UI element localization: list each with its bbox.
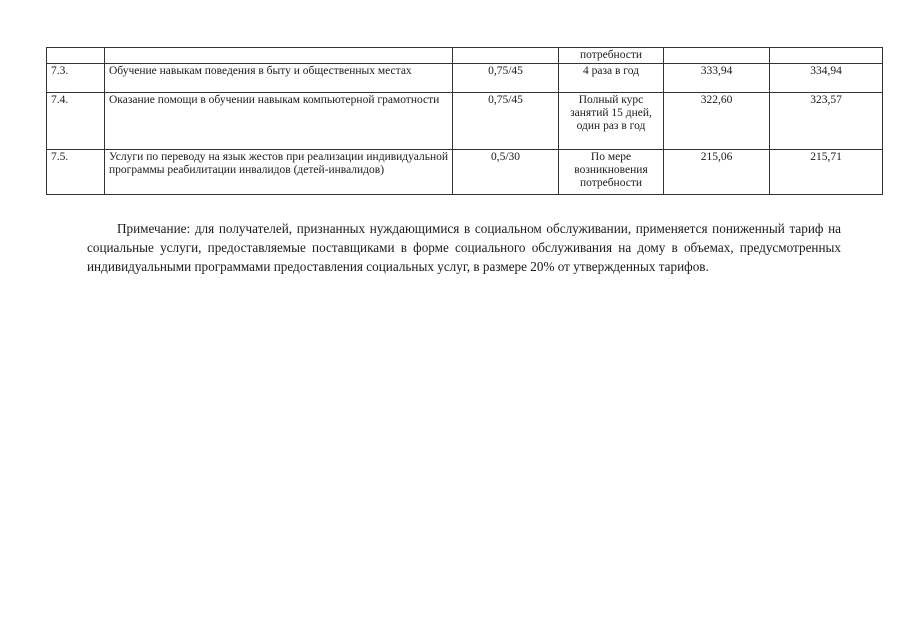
cell-tariff-2: 215,71 [770,150,883,195]
cell-tariff-1: 215,06 [664,150,770,195]
cell-name: Обучение навыкам поведения в быту и общественных местах [105,64,453,93]
cell-num: 7.3. [47,64,105,93]
cell-tariff-1: 333,94 [664,64,770,93]
cell-num: 7.4. [47,93,105,150]
cell-name: Услуги по переводу на язык жестов при реализации индивидуальной программы реабилитации инвалидов (детей-инвалидов) [105,150,453,195]
cell-name: Оказание помощи в обучении навыкам компьютерной грамотности [105,93,453,150]
note-paragraph: Примечание: для получателей, признанных нуждающимися в социальном обслуживании, применяется пониженный тариф на социальные услуги, предоставляемые поставщиками в форме социального обслуживания на дому в объемах, предусмотренных индивидуальными программами предоставления социальных услуг, в размере 20% от утвержденных тарифов. [87,221,841,274]
table-row-continuation [47,48,883,64]
cell-tariff-1 [664,48,770,64]
cell-tariff-1: 322,60 [664,93,770,150]
cell-tariff-2: 323,57 [770,93,883,150]
cell-frequency: Полный курс занятий 15 дней, один раз в год [559,93,664,150]
cell-name [105,48,453,64]
cell-frequency: По мере возникновения потребности [559,150,664,195]
cell-unit [453,48,559,64]
cell-frequency: потребности [559,48,664,64]
cell-tariff-2: 334,94 [770,64,883,93]
cell-tariff-2 [770,48,883,64]
table-row [47,64,883,93]
cell-unit: 0,75/45 [453,93,559,150]
tariff-table [46,47,883,195]
cell-unit: 0,5/30 [453,150,559,195]
cell-num: 7.5. [47,150,105,195]
table-row [47,150,883,195]
cell-unit: 0,75/45 [453,64,559,93]
table-row [47,93,883,150]
cell-num [47,48,105,64]
cell-frequency: 4 раза в год [559,64,664,93]
